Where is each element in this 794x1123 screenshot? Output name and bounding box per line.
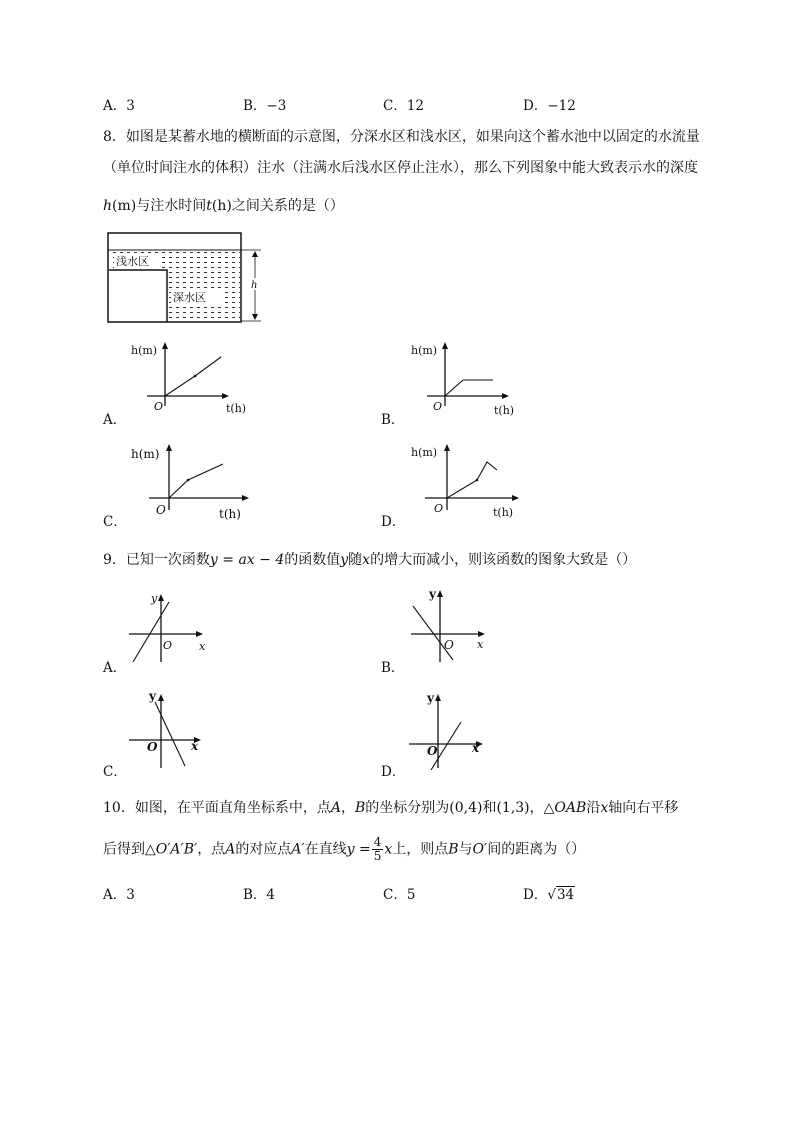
q8d-x-label: t(h) [493, 506, 514, 519]
q10-option-c: C．5 [383, 887, 416, 903]
q10-option-b: B．4 [243, 887, 276, 903]
q9a-x-label: x [199, 640, 206, 653]
q8a-origin-label: O [154, 400, 164, 413]
q10-l2-n: 间的距离为（） [487, 841, 586, 858]
q10-coord-a: (0,4) [449, 800, 483, 816]
q8-var-h: h [103, 198, 113, 214]
q8b-origin-label: O [433, 400, 443, 413]
q10-l2-c: ，点 [197, 841, 226, 858]
q8a-x-label: t(h) [226, 402, 247, 415]
q9-equation: y = ax − 4 [209, 552, 285, 568]
deep-zone-label: 深水区 [173, 291, 206, 304]
q10-stem-line1 [103, 798, 678, 818]
q9-stem [103, 550, 636, 570]
q10-line-eq-y: y = [346, 841, 371, 858]
shallow-zone-label: 浅水区 [116, 255, 149, 268]
q10-l1-g: 和 [482, 800, 497, 816]
q8-stem-line3 [103, 196, 344, 216]
sqrt-sign: √ [547, 887, 556, 903]
q8-option-d-label: D． [381, 514, 406, 530]
q9c-x-label: x [191, 739, 199, 753]
q8-graph-a [125, 338, 255, 418]
q9d-origin-label: O [427, 744, 438, 758]
q10-frac-den: 5 [373, 849, 382, 863]
q10-stem-line2 [103, 836, 585, 863]
q10-l1-c: ， [340, 800, 355, 816]
q10-line-eq-x: x [384, 841, 393, 858]
q8-option-b-label: B． [381, 412, 405, 428]
q10-l1-e: 的坐标分别为 [365, 800, 450, 816]
q10-point-b: B [354, 800, 366, 816]
q8-text-a: 与注水时间 [136, 198, 207, 214]
q10-l2-l: 与 [458, 841, 473, 858]
q8-unit-h: (h) [211, 198, 232, 214]
q7-option-c: C．12 [383, 98, 425, 114]
q9c-origin-label: O [147, 740, 158, 754]
q8-option-c-label: C． [103, 514, 127, 530]
q9-option-d-label: D． [381, 764, 406, 780]
q9b-y-label: y [429, 587, 436, 601]
height-label: h [251, 280, 258, 291]
q8d-y-label: h(m) [411, 446, 438, 459]
q10-point-a: A [330, 800, 341, 816]
q10-frac-num: 4 [373, 835, 382, 849]
q9-var-y: y [340, 552, 349, 568]
q8a-y-label: h(m) [131, 344, 158, 357]
q8-graph-d [405, 440, 535, 522]
q10-l1-k: 沿 [586, 800, 601, 816]
q8c-x-label: t(h) [219, 507, 241, 521]
q10-l2-e: 的对应点 [235, 841, 292, 858]
q10-l1-a: 10．如图，在平面直角坐标系中，点 [103, 800, 331, 816]
q9-var-x: x [362, 552, 371, 568]
q9d-y-label: y [427, 691, 434, 705]
q8b-x-label: t(h) [494, 404, 515, 417]
q10-triangle-prime: △O′A′B′ [145, 841, 198, 858]
q10-option-d-radicand: 34 [556, 887, 575, 903]
q7-option-b: B．−3 [243, 98, 287, 114]
q9-option-b-label: B． [381, 660, 405, 676]
q9-text-a: 9．已知一次函数 [103, 552, 210, 568]
q8-stem-line2: （单位时间注水的体积）注水（注满水后浅水区停止注水），那么下列图象中能大致表示水的深度 [103, 160, 698, 176]
q8d-origin-label: O [434, 502, 444, 515]
q10-fraction [372, 836, 384, 863]
q10-point-a-prime: A′ [291, 841, 305, 858]
q10-option-d [523, 885, 575, 905]
q8b-y-label: h(m) [411, 344, 438, 357]
q8-option-a-label: A． [103, 412, 127, 428]
q10-point-o-prime: O′ [472, 841, 488, 858]
q8-var-t: t [206, 198, 212, 214]
q9a-y-label: y [151, 592, 158, 605]
q8c-y-label: h(m) [131, 447, 160, 461]
q9b-origin-label: O [444, 638, 454, 652]
q9-text-c: 随 [348, 552, 363, 568]
q9-text-b: 的函数值 [284, 552, 341, 568]
q9-text-d: 的增大而减小，则该函数的图象大致是（） [370, 552, 637, 568]
q10-axis-x: x [600, 800, 609, 816]
q8-graph-b [405, 338, 535, 418]
q8-stem-line1: 8．如图是某蓄水地的横断面的示意图，分深水区和浅水区，如果向这个蓄水池中以固定的水流量 [103, 129, 700, 145]
q10-l1-i: ， [529, 800, 544, 816]
q9-graph-c [125, 688, 210, 772]
q9-graph-b [405, 584, 495, 668]
q9b-x-label: x [477, 638, 484, 651]
q9a-origin-label: O [163, 639, 173, 652]
q10-option-a: A．3 [103, 887, 135, 903]
q9d-x-label: x [472, 741, 480, 755]
q8-text-b: 之间关系的是（） [231, 198, 344, 214]
q9-graph-d [405, 688, 495, 772]
q10-l2-point-b: B [448, 841, 459, 858]
q7-option-d: D．−12 [523, 98, 576, 114]
q8-graph-c [125, 440, 255, 522]
q7-option-a: A．3 [103, 98, 135, 114]
q10-l2-g: 在直线 [304, 841, 347, 858]
q8c-origin-label: O [156, 503, 166, 517]
q10-coord-b: (1,3) [496, 800, 530, 816]
q10-triangle: △OAB [543, 800, 587, 816]
q10-option-d-label: D． [523, 887, 548, 903]
q9c-y-label: y [149, 689, 156, 703]
q9-graph-a [125, 588, 210, 668]
q9-option-a-label: A． [103, 660, 127, 676]
q8-unit-m: (m) [112, 198, 137, 214]
q10-l2-j: 上，则点 [392, 841, 449, 858]
q9-option-c-label: C． [103, 764, 127, 780]
q10-l1-m: 轴向右平移 [608, 800, 679, 816]
q10-l2-point-a: A [225, 841, 236, 858]
pool-cross-section-figure [105, 230, 265, 326]
q10-l2-a: 后得到 [103, 841, 145, 858]
